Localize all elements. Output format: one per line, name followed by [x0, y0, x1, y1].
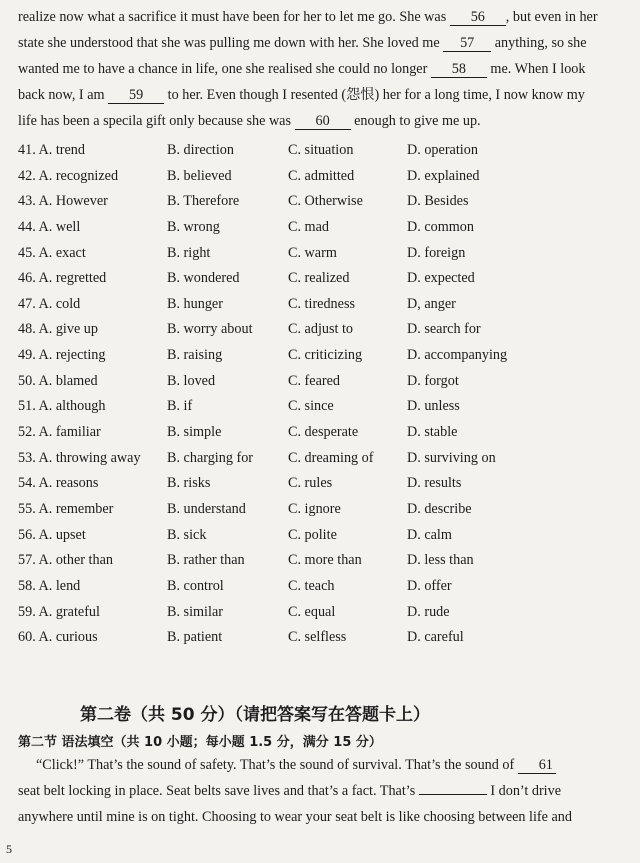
option-c: C. feared	[288, 372, 340, 389]
option-d: D. common	[407, 218, 474, 235]
option-c: C. situation	[288, 142, 354, 158]
option-a: 44. A. well	[18, 218, 81, 235]
option-b: B. understand	[167, 500, 246, 517]
option-b: B. hunger	[167, 295, 223, 312]
passage2-line-3: anywhere until mine is on tight. Choosing to wear your seat belt is like choosing between life and	[18, 809, 572, 825]
option-d: D. rude	[407, 603, 450, 620]
option-b: B. simple	[167, 424, 222, 441]
option-c: C. dreaming of	[288, 449, 374, 466]
option-b: B. believed	[167, 167, 232, 184]
option-d: D. expected	[407, 270, 475, 287]
option-c: C. tiredness	[288, 295, 355, 312]
option-b: B. sick	[167, 526, 207, 543]
option-d: D. stable	[407, 424, 458, 441]
option-c: C. Otherwise	[288, 193, 363, 210]
option-a: 54. A. reasons	[18, 475, 99, 492]
option-d: D, anger	[407, 295, 456, 312]
option-b: B. patient	[167, 629, 223, 646]
option-c: C. teach	[288, 577, 335, 594]
option-a: 58. A. lend	[18, 577, 81, 594]
blank-58: 58	[431, 62, 487, 78]
passage1-line-3: wanted me to have a chance in life, one she realised she could no longer 58 me. When I look	[18, 61, 586, 77]
option-row	[18, 343, 630, 369]
blank-59: 59	[108, 88, 164, 104]
option-c: C. equal	[288, 603, 336, 620]
option-a: 49. A. rejecting	[18, 347, 106, 364]
option-a: 57. A. other than	[18, 552, 113, 569]
option-row	[18, 600, 630, 626]
option-d: D. operation	[407, 142, 478, 158]
option-row	[18, 317, 630, 343]
option-b: B. raising	[167, 347, 223, 364]
passage2-line-2: seat belt locking in place. Seat belts save lives and that’s a fact. That’s I don’t drive	[18, 783, 562, 799]
option-c: C. realized	[288, 270, 350, 287]
option-row	[18, 420, 630, 446]
option-b: B. loved	[167, 372, 216, 389]
blank-62	[419, 794, 487, 795]
section-title: 第二卷（共 50 分）（请把答案写在答题卡上）	[80, 705, 430, 725]
option-row	[18, 369, 630, 395]
option-a: 43. A. However	[18, 193, 108, 210]
passage1-line-5: life has been a specila gift only because she was 60 enough to give me up.	[18, 113, 481, 129]
option-d: D. calm	[407, 526, 452, 543]
option-row	[18, 471, 630, 497]
option-a: 60. A. curious	[18, 629, 98, 646]
option-d: D. careful	[407, 629, 464, 646]
option-b: B. if	[167, 398, 193, 415]
option-row	[18, 394, 630, 420]
option-row	[18, 189, 630, 215]
option-b: B. wondered	[167, 270, 240, 287]
option-row	[18, 215, 630, 241]
option-row	[18, 266, 630, 292]
option-a: 52. A. familiar	[18, 424, 101, 441]
option-d: D. foreign	[407, 244, 466, 261]
option-b: B. similar	[167, 603, 223, 620]
option-b: B. worry about	[167, 321, 253, 338]
option-d: D. describe	[407, 500, 472, 517]
blank-56: 56	[450, 10, 506, 26]
option-a: 42. A. recognized	[18, 167, 119, 184]
option-row	[18, 241, 630, 267]
option-b: B. rather than	[167, 552, 245, 569]
option-c: C. warm	[288, 244, 337, 261]
passage2-line-1: “Click!” That’s the sound of safety. That’s the sound of survival. That’s the sound of 61	[18, 752, 630, 778]
option-b: B. charging for	[167, 449, 254, 466]
blank-57: 57	[443, 36, 491, 52]
page-number: 5	[6, 842, 12, 856]
option-row	[18, 292, 630, 318]
option-b: B. Therefore	[167, 193, 240, 210]
option-d: D. offer	[407, 577, 452, 594]
option-c: C. since	[288, 398, 334, 415]
option-a: 53. A. throwing away	[18, 449, 141, 466]
option-a: 46. A. regretted	[18, 270, 107, 287]
passage1-line-2: state she understood that she was pulling me down with her. She loved me 57 anything, so she	[18, 35, 587, 51]
blank-60: 60	[295, 114, 351, 130]
option-b: B. risks	[167, 475, 211, 492]
option-d: D. forgot	[407, 372, 459, 389]
option-b: B. direction	[167, 142, 234, 158]
option-c: C. selfless	[288, 629, 347, 646]
option-c: C. more than	[288, 552, 362, 569]
option-c: C. mad	[288, 218, 329, 235]
option-a: 50. A. blamed	[18, 372, 98, 389]
option-b: B. wrong	[167, 218, 220, 235]
option-row	[18, 574, 630, 600]
option-d: D. explained	[407, 167, 480, 184]
option-a: 47. A. cold	[18, 295, 81, 312]
option-a: 51. A. although	[18, 398, 106, 415]
option-d: D. results	[407, 475, 462, 492]
option-a: 56. A. upset	[18, 526, 86, 543]
option-c: C. ignore	[288, 500, 341, 517]
option-b: B. right	[167, 244, 211, 261]
options-list	[18, 138, 630, 651]
option-a: 41. A. trend	[18, 142, 85, 158]
option-d: D. Besides	[407, 193, 469, 210]
option-a: 59. A. grateful	[18, 603, 100, 620]
option-row	[18, 446, 630, 472]
option-row	[18, 548, 630, 574]
option-d: D. unless	[407, 398, 460, 415]
option-c: C. admitted	[288, 167, 355, 184]
option-d: D. surviving on	[407, 449, 496, 466]
option-a: 45. A. exact	[18, 244, 86, 261]
option-row	[18, 164, 630, 190]
passage1-line-4: back now, I am 59 to her. Even though I resented (怨恨) her for a long time, I now know my	[18, 87, 585, 103]
option-c: C. adjust to	[288, 321, 354, 338]
option-row	[18, 625, 630, 651]
option-c: C. desperate	[288, 424, 359, 441]
option-row	[18, 138, 630, 164]
option-row	[18, 523, 630, 549]
option-d: D. accompanying	[407, 347, 508, 364]
option-c: C. rules	[288, 475, 333, 492]
section-subtitle: 第二节 语法填空（共 10 小题；每小题 1.5 分，满分 15 分）	[18, 735, 382, 750]
passage1-line-1: realize now what a sacrifice it must have been for her to let me go. She was 56 , but even in her	[18, 9, 598, 25]
option-c: C. criticizing	[288, 347, 363, 364]
blank-61: 61	[518, 758, 556, 774]
option-c: C. polite	[288, 526, 337, 543]
option-a: 48. A. give up	[18, 321, 98, 338]
option-d: D. less than	[407, 552, 474, 569]
option-b: B. control	[167, 577, 224, 594]
option-row	[18, 497, 630, 523]
option-d: D. search for	[407, 321, 481, 338]
option-a: 55. A. remember	[18, 500, 114, 517]
